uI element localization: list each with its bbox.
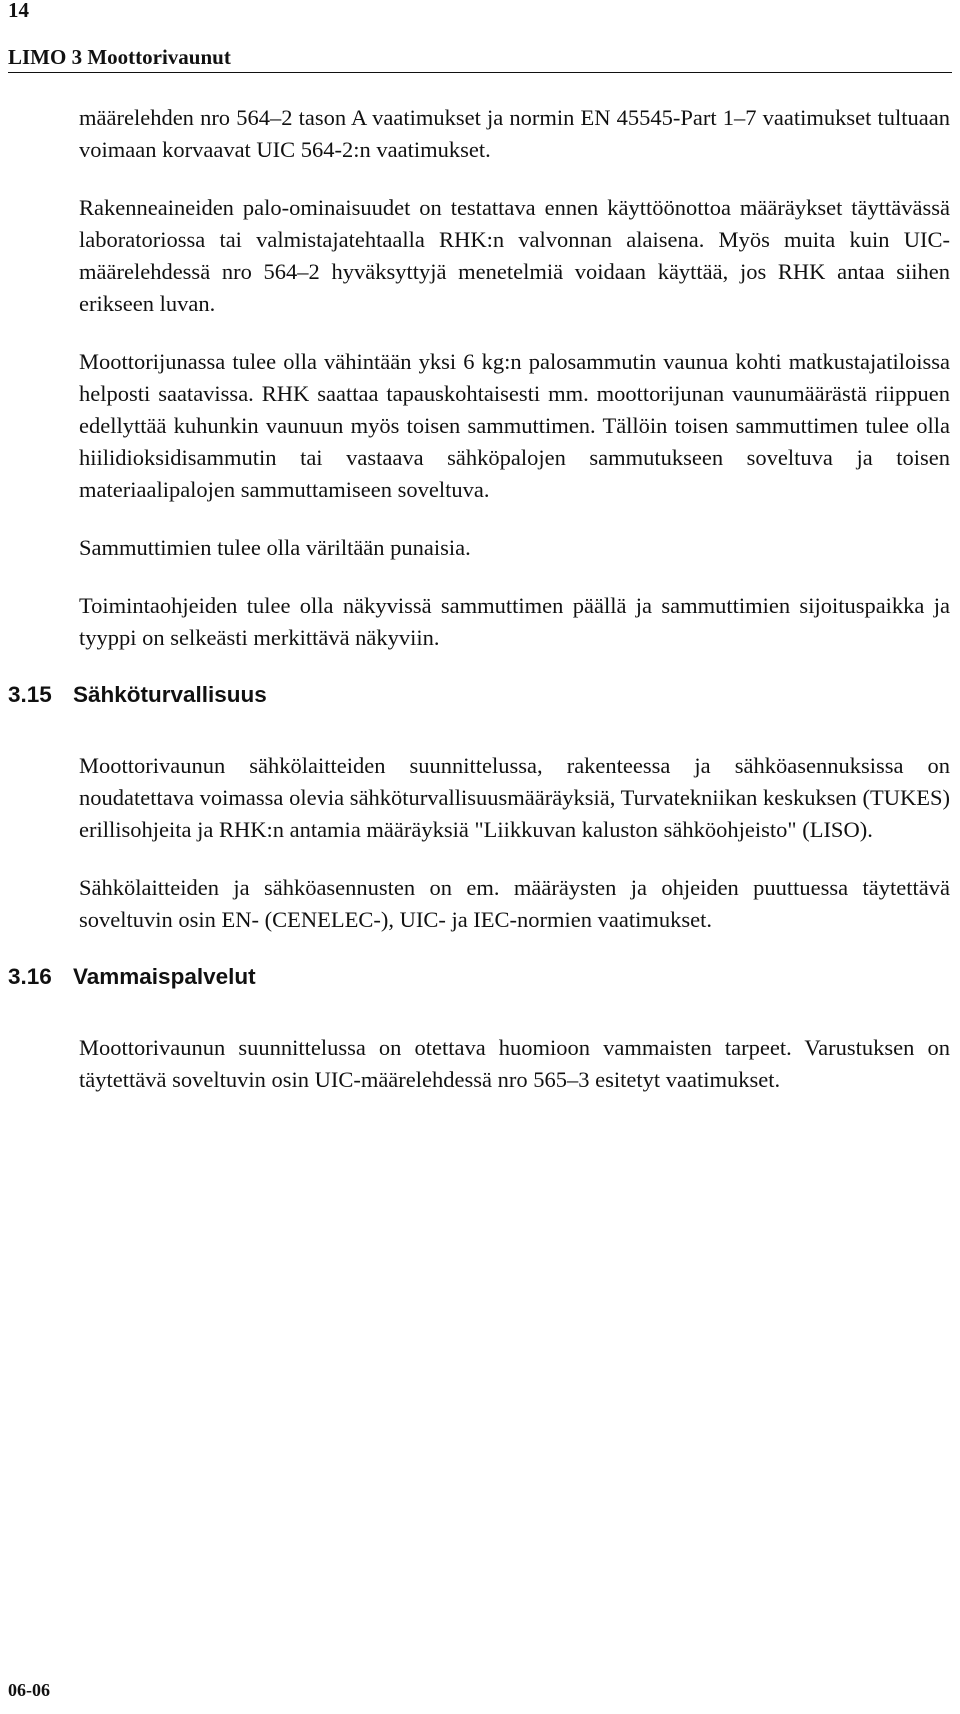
section-number: 3.15 xyxy=(8,682,52,707)
section-title: Vammaispalvelut xyxy=(73,964,256,989)
paragraph-accessibility: Moottorivaunun suunnittelussa on otettava huomioon vammaisten tarpeet. Varustuksen on täytettävä soveltuvin osin UIC-määrelehdessä nro 565–3 esitetyt vaatimukset. xyxy=(79,1035,950,1092)
section-heading-3-16 xyxy=(8,962,950,992)
paragraph-electrical-standards: Sähkölaitteiden ja sähköasennusten on em. määräysten ja ohjeiden puuttuessa täytettävä soveltuvin osin EN- (CENELEC-), UIC- ja IEC-normien vaatimukset. xyxy=(79,875,950,932)
section-title: Sähköturvallisuus xyxy=(73,682,267,707)
paragraph-electrical-safety: Moottorivaunun sähkölaitteiden suunnittelussa, rakenteessa ja sähköasennuksissa on noudatettava voimassa olevia sähköturvallisuusmääräyksiä, Turvatekniikan keskuksen (TUKES) erillisohjeita ja RHK:n antamia määräyksiä "Liikkuvan kaluston sähköohjeisto" (LISO). xyxy=(79,753,950,842)
section-number: 3.16 xyxy=(8,964,52,989)
header-rule xyxy=(8,72,952,73)
footer-code: 06-06 xyxy=(8,1680,50,1700)
page-number: 14 xyxy=(8,0,29,22)
paragraph-standards: määrelehden nro 564–2 tason A vaatimukset ja normin EN 45545-Part 1–7 vaatimukset tultuaan voimaan korvaavat UIC 564-2:n vaatimukset. xyxy=(79,105,950,162)
running-header: LIMO 3 Moottorivaunut xyxy=(8,45,231,69)
paragraph-extinguisher-colour: Sammuttimien tulee olla väriltään punaisia. xyxy=(79,535,471,560)
section-heading-3-15 xyxy=(8,680,950,710)
paragraph-fire-properties: Rakenneaineiden palo-ominaisuudet on testattava ennen käyttöönottoa määräykset täyttävässä laboratoriossa tai valmistajatehtaalla RHK:n valvonnan alaisena. Myös muita kuin UIC-määrelehdessä nro 564–2 hyväksyttyjä menetelmiä voidaan käyttää, jos RHK antaa siihen erikseen luvan. xyxy=(79,195,950,316)
paragraph-extinguishers: Moottorijunassa tulee olla vähintään yksi 6 kg:n palosammutin vaunua kohti matkustajatiloissa helposti saatavissa. RHK saattaa tapauskohtaisesti mm. moottorijunan vaunumäärästä riippuen edellyttää kuhunkin vaunuun myös toisen sammuttimen. Tällöin toisen sammuttimen tulee olla hiilidioksidisammutin tai vastaava sähköpalojen sammutukseen soveltuva ja toisen materiaalipalojen sammuttamiseen soveltuva. xyxy=(79,349,950,502)
page-content xyxy=(8,102,950,1122)
paragraph-instructions: Toimintaohjeiden tulee olla näkyvissä sammuttimen päällä ja sammuttimien sijoituspaikka ja tyyppi on selkeästi merkittävä näkyviin. xyxy=(79,593,950,650)
